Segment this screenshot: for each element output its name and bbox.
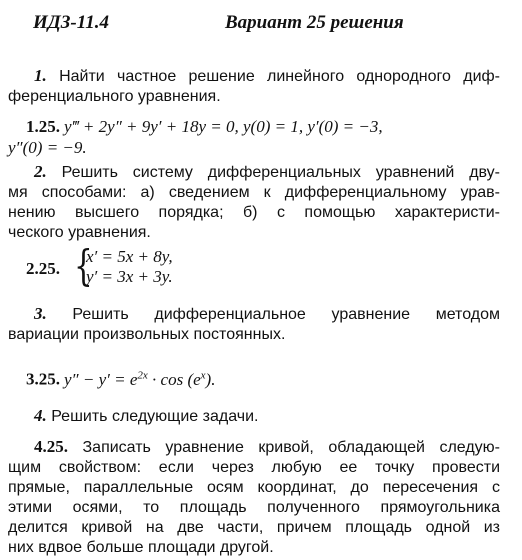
- task-4-25-line-3: прямые, параллельные осям координат, до пересечения с: [8, 479, 500, 496]
- system-brace: {: [74, 241, 93, 290]
- task-1: [8, 66, 500, 107]
- equation-2-25-number: 2.25.: [26, 259, 60, 278]
- task-4-25-line-2: щим свойством: если через любую ее точку провести: [8, 459, 500, 476]
- equation-2-25: [26, 241, 326, 291]
- task-2-number: 2.: [34, 162, 47, 181]
- task-2-line-3: нению высшего порядка; б) с помощью характеристи-: [8, 204, 500, 221]
- task-3-line-1: 3. Решить дифференциальное уравнение методом: [34, 304, 500, 323]
- task-1-line-2: ференциального уравнения.: [8, 88, 221, 105]
- equation-3-25-body: $y'' - y' = e^{2x} \cdot \cos (e^x)$.: [64, 369, 216, 389]
- task-3-line-2: вариации произвольных постоянных.: [8, 326, 286, 343]
- task-4-25-line-5: делится кривой на две части, причем площадь одной из: [8, 519, 500, 536]
- task-4-25-line-4: этими осями, то площадь полученного прямоугольника: [8, 499, 500, 516]
- task-4-25-line-6: них вдвое больше площади другой.: [8, 539, 274, 556]
- task-4-number: 4.: [34, 406, 47, 425]
- task-3-number: 3.: [34, 304, 47, 323]
- equation-1-25-line-1: y‴ + 2y″ + 9y′ + 18y = 0, y(0) = 1, y′(0) = −3,: [64, 117, 383, 136]
- equation-2-25-line-1: x′ = 5x + 8y,: [86, 247, 173, 266]
- equation-1-25-line-2: y″(0) = −9.: [8, 138, 87, 157]
- header-idz: ИДЗ-11.4: [33, 12, 109, 33]
- task-3: [8, 304, 500, 345]
- equation-2-25-line-2: y′ = 3x + 3y.: [86, 267, 173, 286]
- equation-3-25: [26, 369, 215, 390]
- task-2-line-4: ческого уравнения.: [8, 224, 151, 241]
- task-4-line-1: 4. Решить следующие задачи.: [34, 406, 259, 425]
- task-4: [8, 406, 500, 427]
- equation-1-25: [8, 117, 500, 158]
- task-2-line-2: мя способами: а) сведением к дифференциальному урав-: [8, 184, 500, 201]
- task-2: [8, 162, 500, 243]
- task-4-25: [8, 437, 500, 558]
- task-1-number: 1.: [34, 66, 47, 85]
- task-4-25-line-1: 4.25. Записать уравнение кривой, обладающей следую-: [34, 437, 500, 456]
- task-2-line-1: 2. Решить систему дифференциальных уравнений дву-: [34, 162, 500, 181]
- equation-1-25-number: 1.25.: [26, 117, 60, 136]
- task-4-25-number: 4.25.: [34, 437, 68, 456]
- header-variant: Вариант 25 решения: [225, 12, 404, 33]
- task-1-line-1: 1. Найти частное решение линейного однородного диф-: [34, 66, 500, 85]
- equation-3-25-number: 3.25.: [26, 369, 60, 389]
